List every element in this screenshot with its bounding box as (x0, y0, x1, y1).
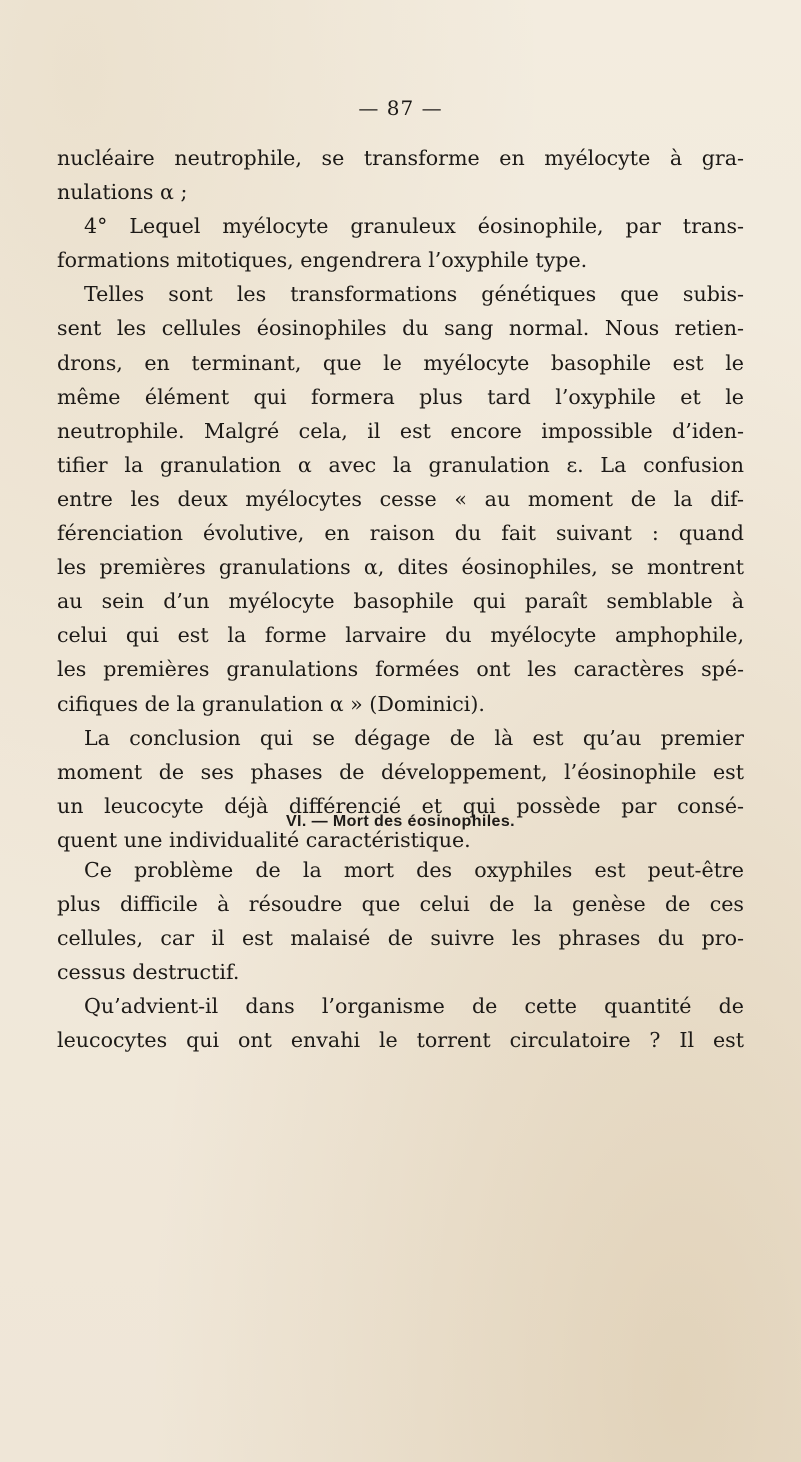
text-line: nulations α ; (57, 180, 188, 205)
text-line: neutrophile. Malgré cela, il est encore impossible d’iden- (57, 418, 744, 443)
text-line: un leucocyte déjà différencié et qui possède par consé- (57, 793, 744, 818)
text-line: drons, en terminant, que le myélocyte basophile est le (57, 350, 744, 375)
text-line: férenciation évolutive, en raison du fait suivant : quand (57, 521, 744, 546)
text-line: moment de ses phases de développement, l’éosinophile est (57, 759, 744, 784)
text-line: formations mitotiques, engendrera l’oxyphile type. (57, 248, 588, 273)
text-line: entre les deux myélocytes cesse « au moment de la dif- (57, 486, 744, 511)
body-text-upper (57, 141, 744, 857)
text-line: La conclusion qui se dégage de là est qu’au premier (84, 725, 744, 750)
text-line: nucléaire neutrophile, se transforme en myélocyte à gra- (57, 146, 744, 170)
text-line: sent les cellules éosinophiles du sang normal. Nous retien- (57, 316, 744, 341)
text-line: cessus destructif. (57, 960, 240, 985)
text-line: leucocytes qui ont envahi le torrent circulatoire ? Il est (57, 1028, 744, 1053)
text-line: plus difficile à résoudre que celui de la genèse de ces (57, 892, 744, 917)
text-line: quent une individualité caractéristique. (57, 827, 471, 852)
text-line: les premières granulations α, dites éosinophiles, se montrent (57, 555, 744, 580)
text-line: cellules, car il est malaisé de suivre les phrases du pro- (57, 926, 744, 951)
text-line: celui qui est la forme larvaire du myélocyte amphophile, (57, 623, 744, 648)
text-line: Qu’advient-il dans l’organisme de cette quantité de (84, 994, 744, 1019)
section-title: VI. — Mort des éosinophiles. (285, 813, 515, 830)
text-line: même élément qui formera plus tard l’oxyphile et le (57, 384, 744, 409)
text-line: les premières granulations formées ont les caractères spé- (57, 657, 744, 682)
text-line: au sein d’un myélocyte basophile qui paraît semblable à (57, 589, 744, 614)
text-line: Telles sont les transformations génétiques que subis- (84, 282, 744, 307)
page-number: — 87 — (358, 96, 443, 120)
text-line: Ce problème de la mort des oxyphiles est peut-être (84, 858, 744, 882)
text-line: tifier la granulation α avec la granulation ε. La confusion (57, 452, 744, 477)
text-line: cifiques de la granulation α » (Dominici). (57, 691, 485, 716)
text-line: 4° Lequel myélocyte granuleux éosinophile, par trans- (84, 214, 744, 239)
body-text-lower (57, 853, 744, 1058)
